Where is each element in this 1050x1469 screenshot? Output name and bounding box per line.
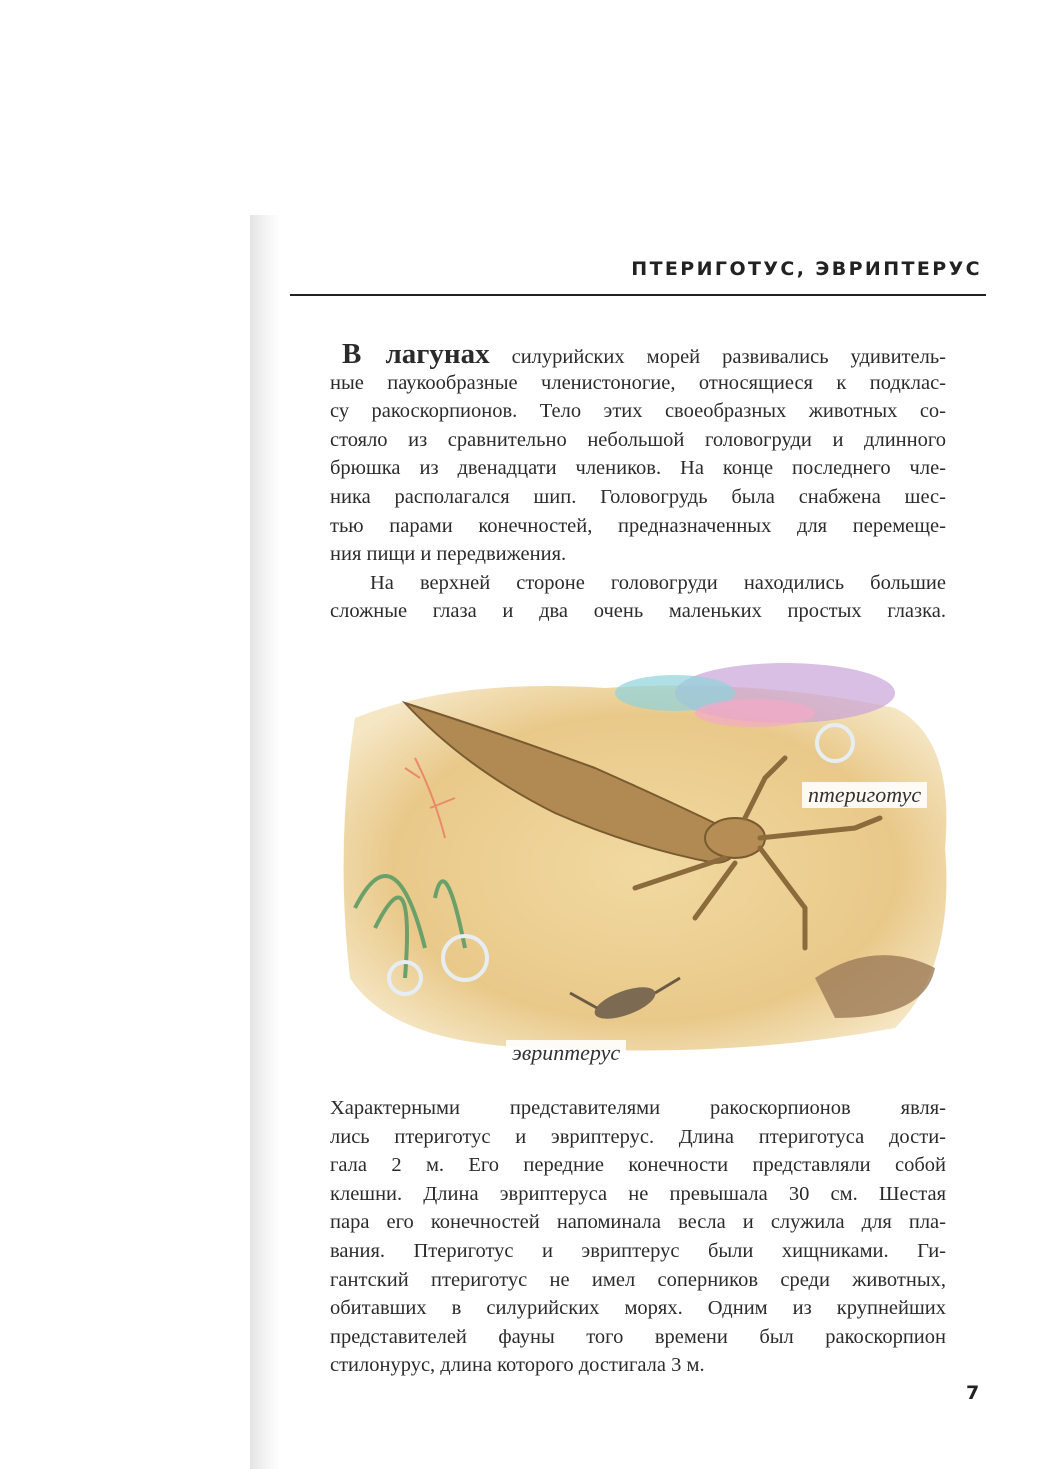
text-line: брюшка из двенадцати члеников. На конце последнего чле-: [330, 457, 946, 480]
text-line: клешни. Длина эвриптеруса не превышала 30 см. Шестая: [330, 1182, 946, 1205]
text-line: сложные глаза и два очень маленьких простых глазка.: [330, 600, 946, 623]
lead-words: В лагунах: [342, 338, 490, 370]
caption-eurypterus: эвриптерус: [506, 1040, 626, 1066]
text-line: ния пищи и передвижения.: [330, 543, 567, 566]
text-line: вания. Птериготус и эвриптерус были хищниками. Ги-: [330, 1239, 946, 1262]
text-line: тью парами конечностей, предназначенных для перемеще-: [330, 514, 946, 537]
paragraph-intro: [330, 340, 946, 626]
page-header-title: ПТЕРИГОТУС, ЭВРИПТЕРУС: [631, 258, 982, 280]
text-line: На верхней стороне головогруди находились большие: [370, 571, 946, 594]
text-line: лись птериготус и эвриптерус. Длина птериготуса дости-: [330, 1125, 946, 1148]
sea-scorpion-illustration: [335, 648, 965, 1068]
text-line: су ракоскорпионов. Тело этих своеобразных животных со-: [330, 400, 946, 423]
text-line: ника располагался шип. Головогрудь была снабжена шес-: [330, 485, 946, 508]
page-number: 7: [966, 1382, 980, 1404]
text-line-content: силурийских морей развивались удивитель-: [511, 346, 946, 368]
caption-pterygotus: птериготус: [802, 782, 927, 808]
header-rule: [290, 294, 986, 296]
text-line: представителей фауны того времени был ракоскорпион: [330, 1325, 946, 1348]
text-line: гантский птериготус не имел соперников среди животных,: [330, 1268, 946, 1291]
text-line: стилонурус, длина которого достигала 3 м.: [330, 1354, 705, 1377]
page-gutter-shadow: [250, 215, 280, 1469]
text-line: [330, 340, 946, 369]
text-line: пара его конечностей напоминала весла и служила для пла-: [330, 1211, 946, 1234]
text-line: обитавших в силурийских морях. Одним из крупнейших: [330, 1297, 946, 1320]
text-line: стояло из сравнительно небольшой головогруди и длинного: [330, 428, 946, 451]
text-line: ные паукообразные членистоногие, относящиеся к подклас-: [330, 371, 946, 394]
text-line: Характерными представителями ракоскорпионов явля-: [330, 1097, 946, 1119]
text-line: гала 2 м. Его передние конечности представляли собой: [330, 1154, 946, 1177]
paragraph-representatives: [330, 1094, 946, 1380]
